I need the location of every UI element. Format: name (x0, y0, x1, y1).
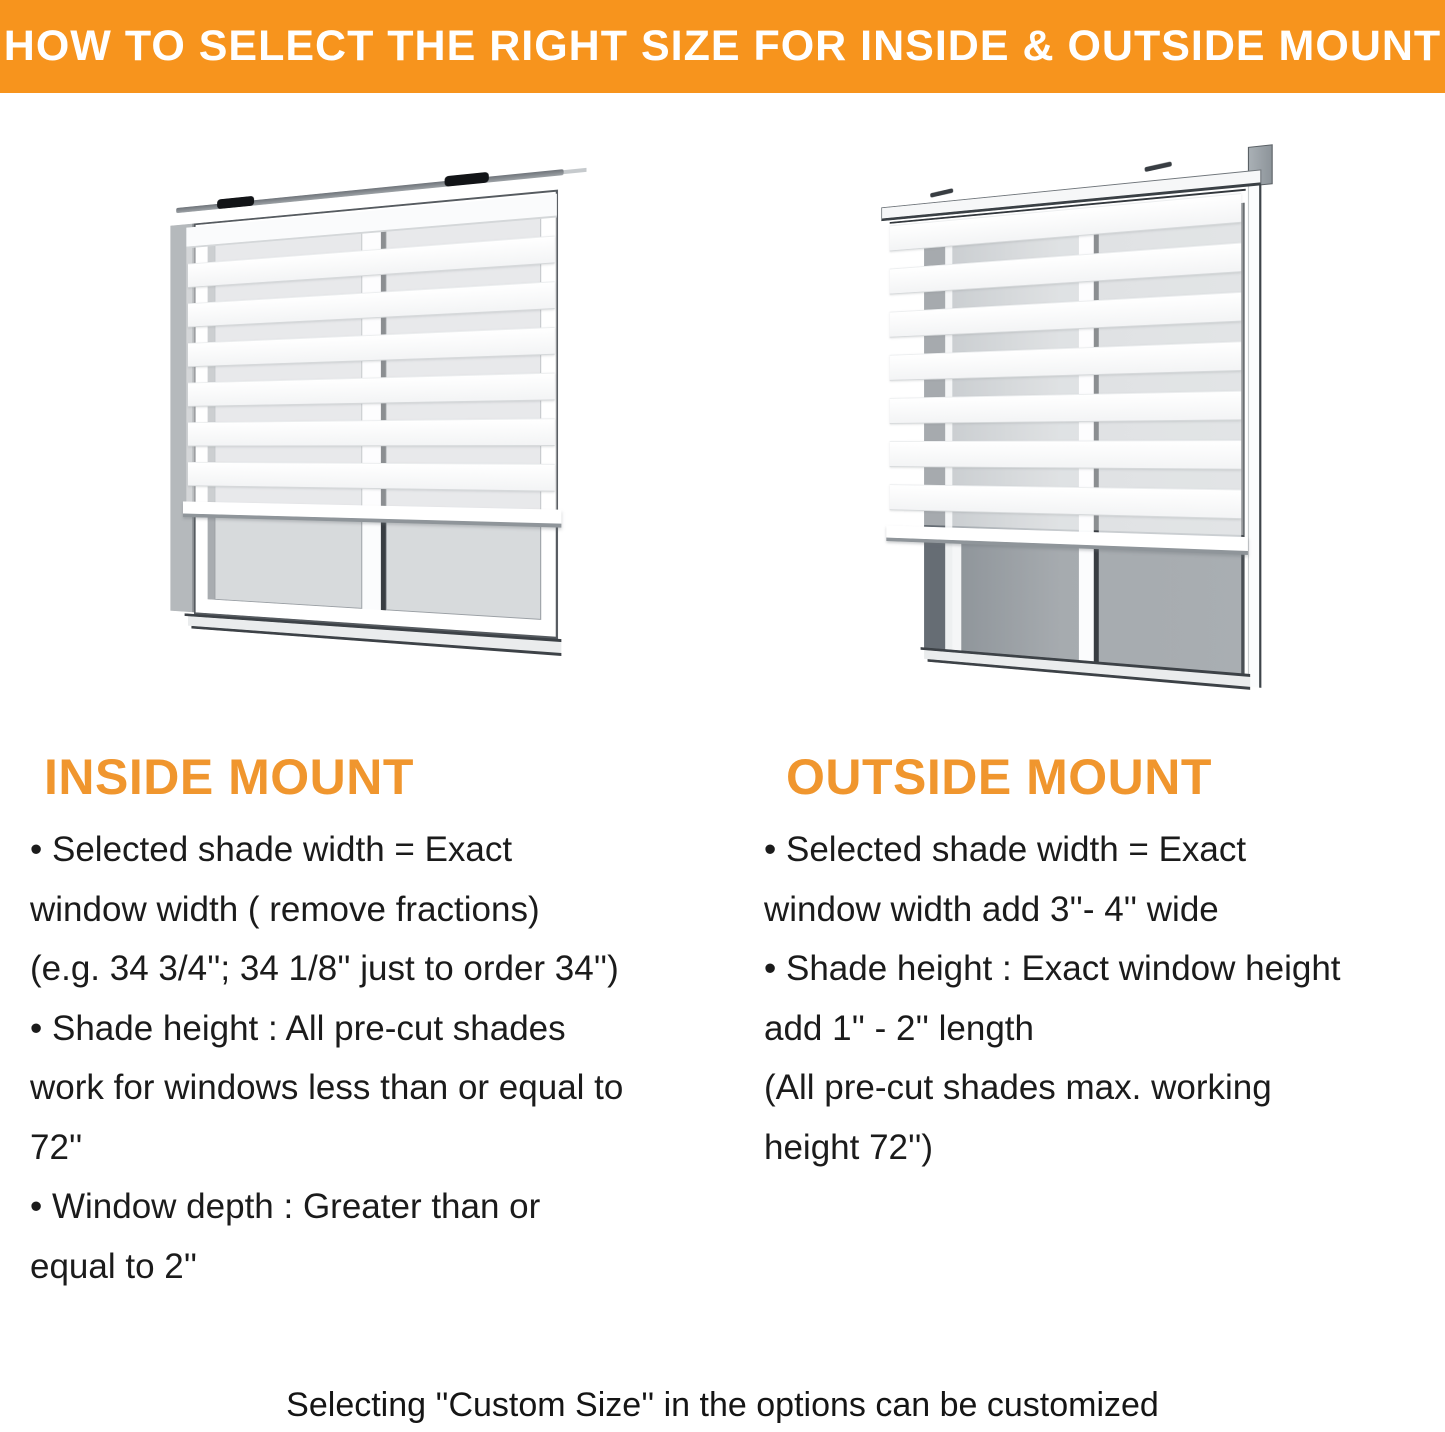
bullet-line: • Selected shade width = Exact (30, 830, 513, 869)
inside-mount-window (166, 152, 575, 692)
bullet-line: • Selected shade width = Exact (764, 830, 1247, 869)
bullet-line: • Shade height : All pre-cut shades (30, 1008, 566, 1048)
outside-mount-instructions (764, 820, 1444, 1177)
footer-note: Selecting ''Custom Size'' in the options can be customized (286, 1386, 1159, 1424)
banner (0, 0, 1445, 93)
blind-slat (890, 440, 1242, 470)
frame-inner-edge (952, 544, 961, 651)
wall-bracket-mark (1144, 161, 1172, 172)
bullet-line: (All pre-cut shades max. working (764, 1068, 1272, 1107)
bullet-line: add 1'' - 2'' length (764, 1008, 1034, 1048)
inside-mount-instructions (30, 820, 730, 1296)
bullet-line: • Shade height : Exact window height (764, 949, 1341, 988)
bullet-line: window width add 3''- 4'' wide (764, 889, 1219, 929)
banner-title: HOW TO SELECT THE RIGHT SIZE FOR INSIDE & OUTSIDE MOUNT (3, 22, 1442, 70)
bullet-line: height 72'') (764, 1127, 934, 1167)
bullet-line: work for windows less than or equal to (30, 1068, 624, 1107)
rail-end-tip (564, 168, 587, 174)
bullet-line: (e.g. 34 3/4''; 34 1/8'' just to order 34'') (30, 949, 619, 988)
inside-mount-illustration (155, 152, 575, 692)
outside-mount-illustration (855, 140, 1275, 700)
mounting-bracket-clip (217, 196, 254, 209)
bullet-line: 72'' (30, 1127, 83, 1167)
outside-mount-window (866, 140, 1275, 700)
outside-mount-heading: OUTSIDE MOUNT (786, 749, 1212, 805)
inside-mount-heading: INSIDE MOUNT (44, 749, 414, 805)
bullet-line: • Window depth : Greater than or (30, 1187, 541, 1226)
bullet-line: equal to 2'' (30, 1246, 198, 1286)
mounting-bracket-clip (445, 172, 489, 187)
blind-slat (188, 418, 555, 446)
wall-bracket-mark (930, 188, 953, 197)
window-side-frame-strip (1248, 185, 1261, 688)
bullet-line: window width ( remove fractions) (30, 889, 540, 929)
